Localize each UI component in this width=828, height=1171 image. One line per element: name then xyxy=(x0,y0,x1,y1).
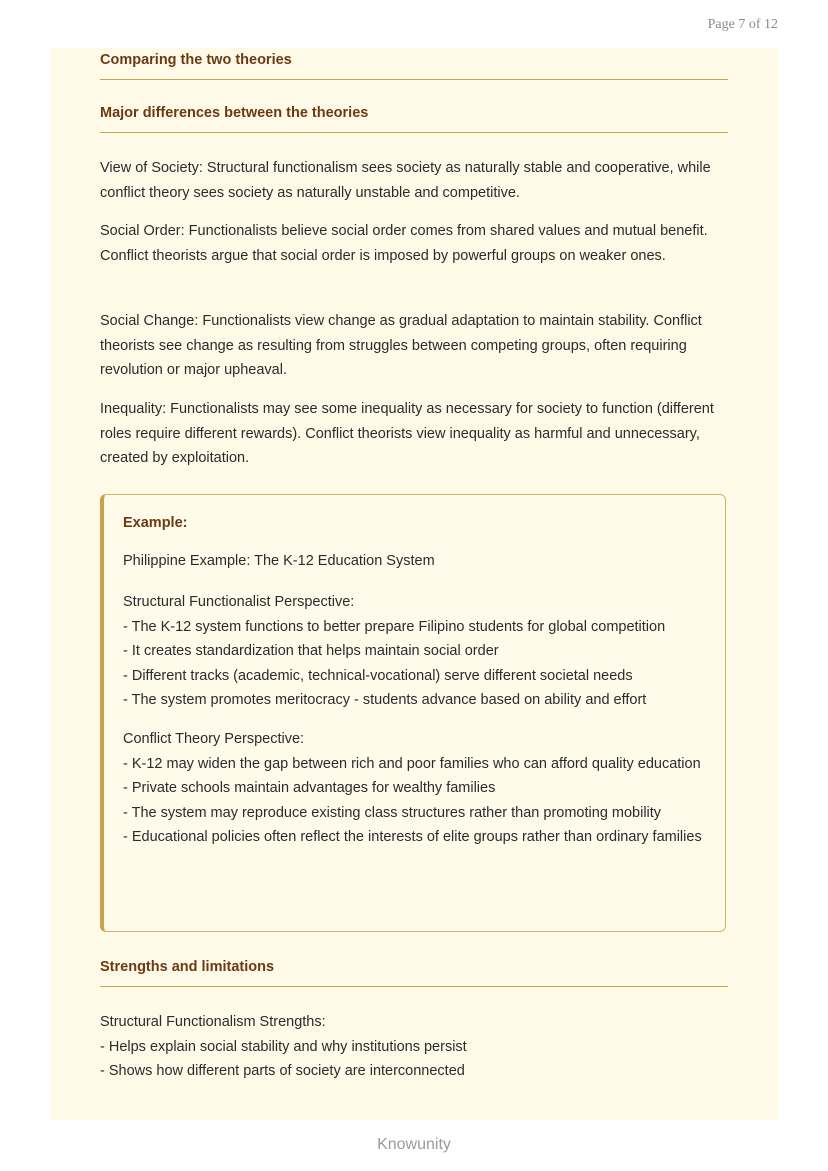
paragraph-social-change-block xyxy=(100,309,728,383)
example-label: Example: xyxy=(123,515,188,531)
paragraph-view-of-society-block xyxy=(100,156,728,205)
section-heading-strengths: Strengths and limitations xyxy=(100,959,728,987)
section-heading-comparing: Comparing the two theories xyxy=(100,52,728,80)
paragraph-inequality: Inequality: Functionalists may see some inequality as necessary for society to function (different roles require different rewards). Conflict theorists view inequality as harmful and unnecessary, created by exploitation. xyxy=(100,401,714,466)
example-callout xyxy=(100,494,726,932)
document-sheet xyxy=(50,48,778,1120)
paragraph-social-change: Social Change: Functionalists view change as gradual adaptation to maintain stability. Conflict theorists see change as resulting from struggles between competing groups, often requiring revolution or major upheaval. xyxy=(100,313,702,378)
section-comparing xyxy=(100,52,728,80)
footer-brand: Knowunity xyxy=(377,1136,451,1153)
section-heading-major-differences: Major differences between the theories xyxy=(100,105,728,133)
paragraph-view-of-society: View of Society: Structural functionalism sees society as naturally stable and cooperative, while conflict theory sees society as naturally unstable and competitive. xyxy=(100,160,711,201)
example-conflict-perspective: Conflict Theory Perspective: - K-12 may widen the gap between rich and poor families who can afford quality education - Private schools maintain advantages for wealthy families - The system may reproduce existing class structures rather than promoting mobility - Educational policies often reflect the interests of elite groups rather than ordinary families xyxy=(123,731,702,845)
paragraph-inequality-block xyxy=(100,397,728,471)
paragraph-social-order-block xyxy=(100,219,728,268)
functionalism-strengths-list: Structural Functionalism Strengths: - Helps explain social stability and why institutions persist - Shows how different parts of society are interconnected xyxy=(100,1014,467,1079)
example-functionalist-perspective: Structural Functionalist Perspective: - The K-12 system functions to better prepare Filipino students for global competition - It creates standardization that helps maintain social order - Different tracks (academic, technical-vocational) serve different societal needs - The system promotes meritocracy - students advance based on ability and effort xyxy=(123,594,666,708)
paragraph-social-order: Social Order: Functionalists believe social order comes from shared values and mutual benefit. Conflict theorists argue that social order is imposed by powerful groups on weaker ones. xyxy=(100,223,708,264)
functionalism-strengths-block xyxy=(100,1010,728,1084)
page-number: Page 7 of 12 xyxy=(707,17,778,32)
example-title: Philippine Example: The K-12 Education System xyxy=(123,553,435,569)
section-major-differences xyxy=(100,105,728,133)
section-strengths xyxy=(100,959,728,987)
